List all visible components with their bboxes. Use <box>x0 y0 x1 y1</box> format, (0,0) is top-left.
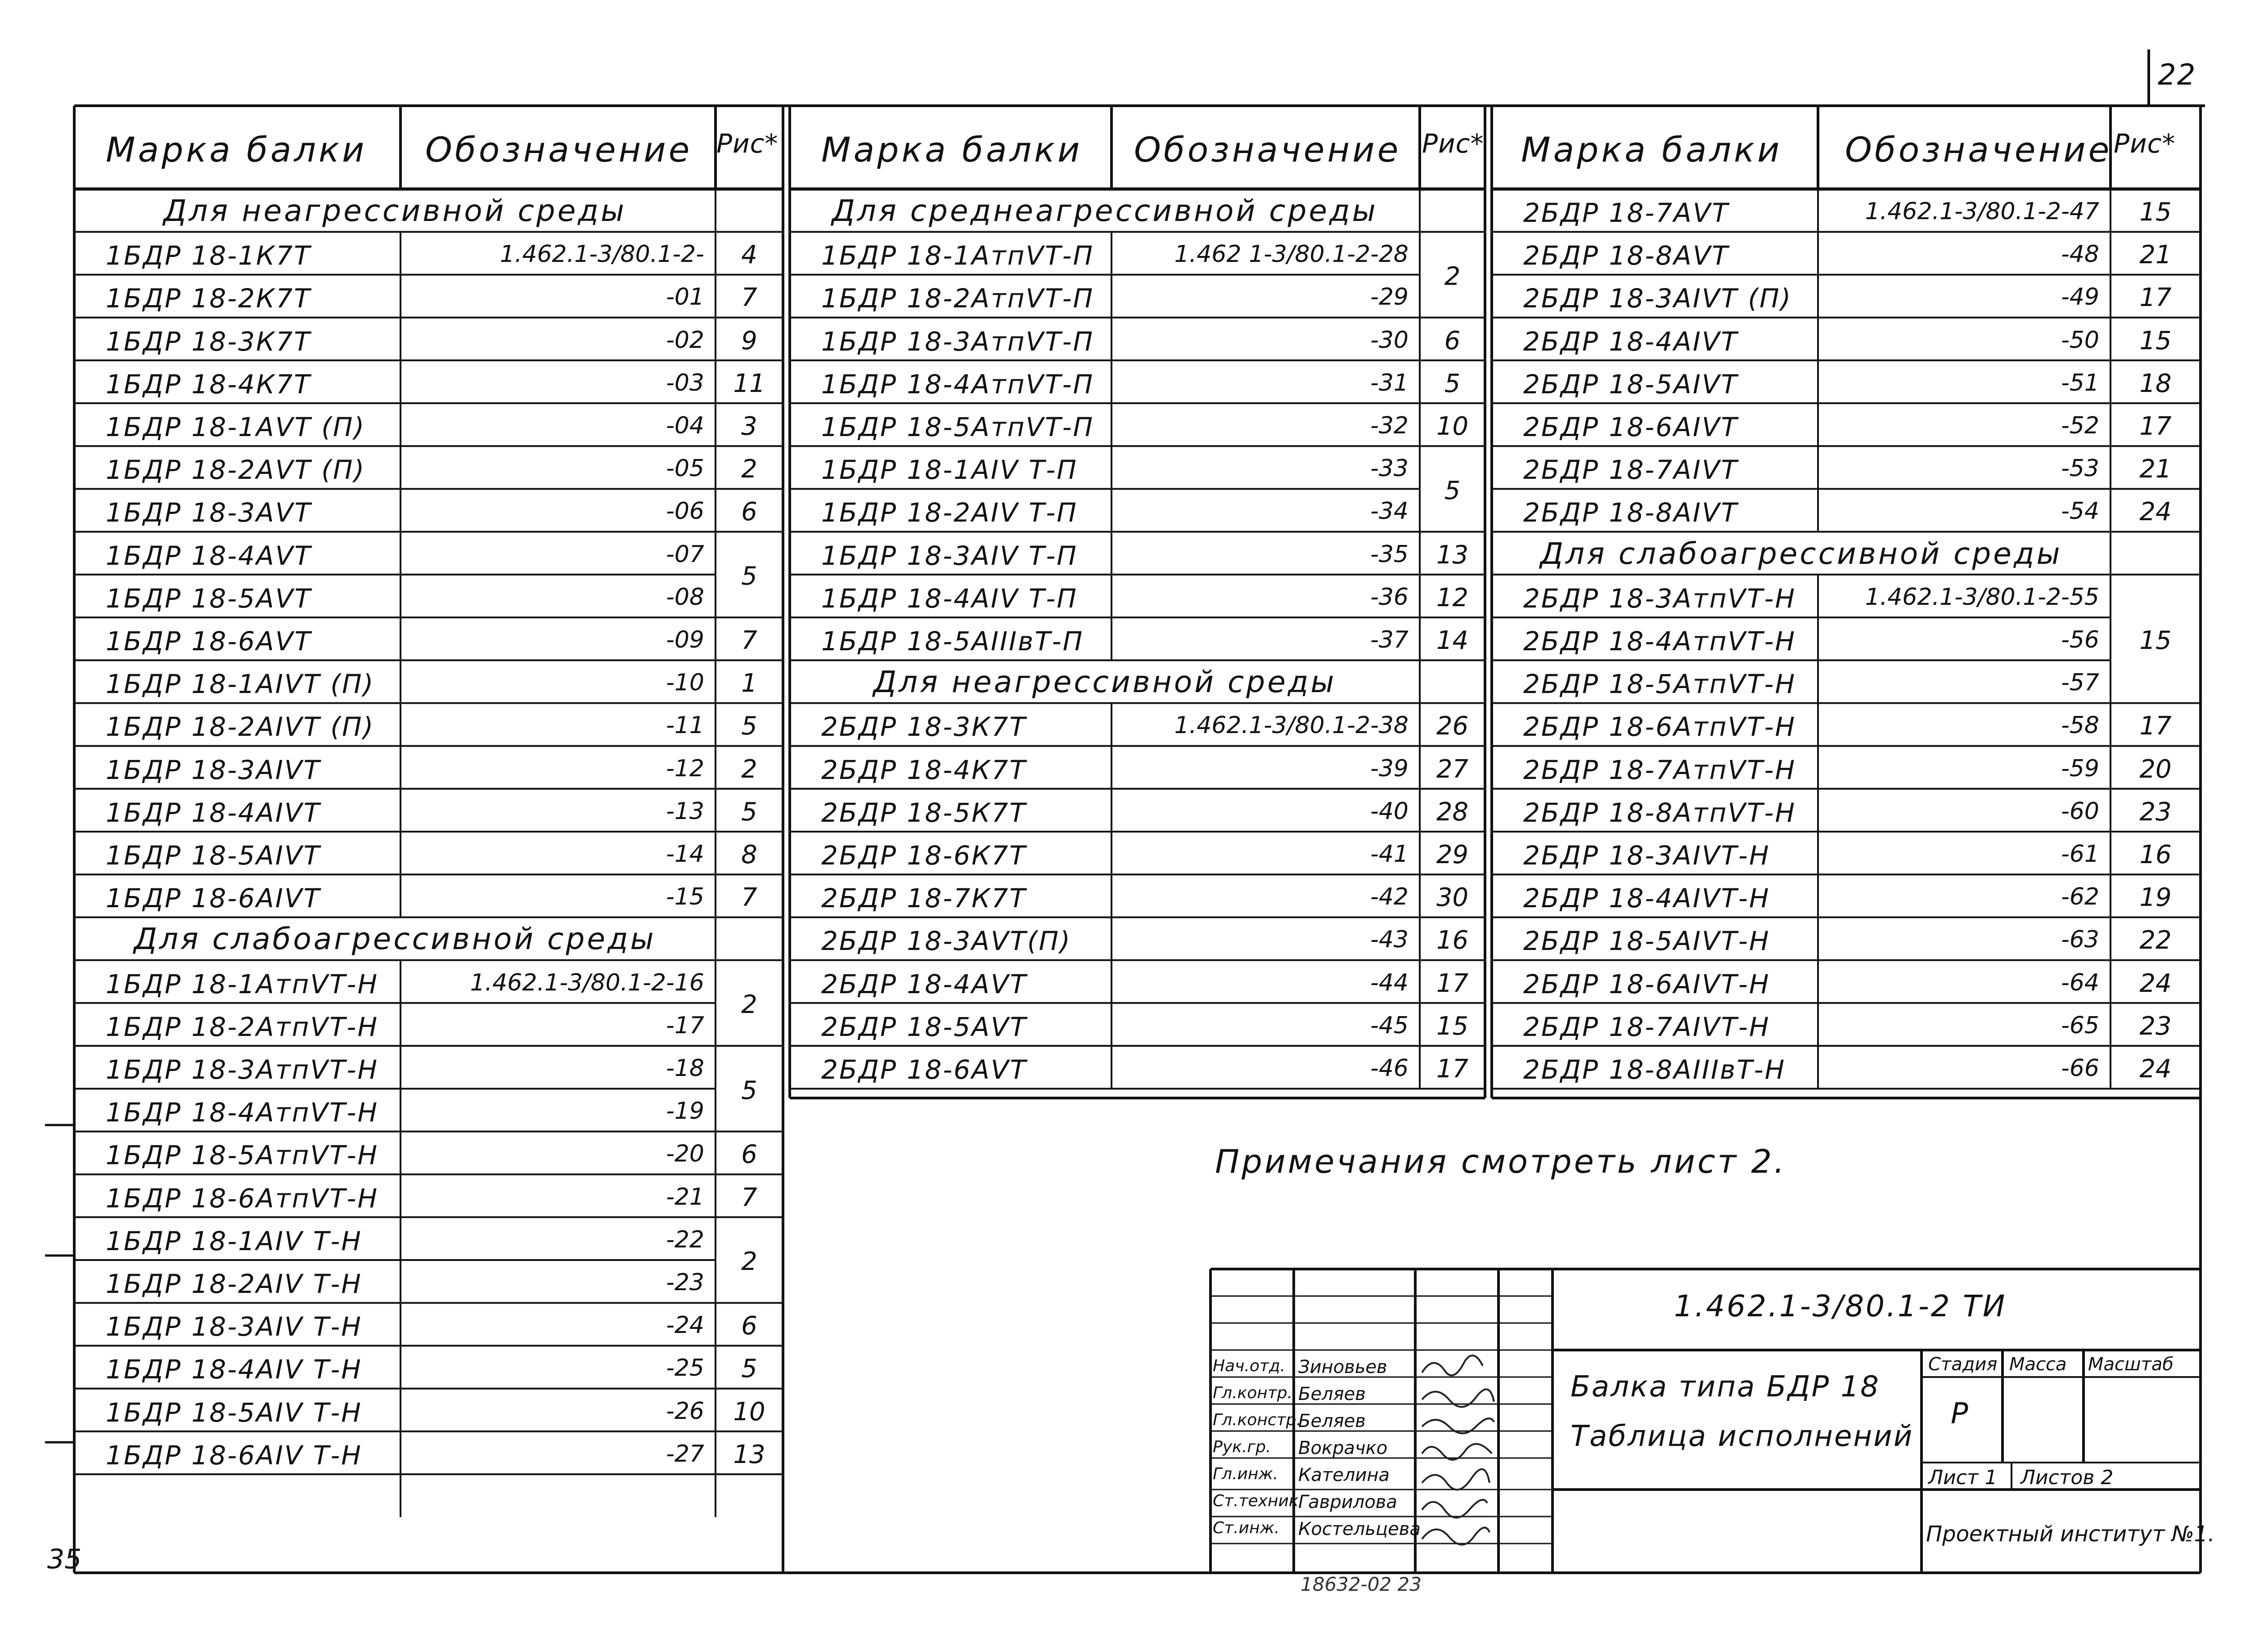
col1-mark-cell: 1БДР 18-2К7Т <box>106 283 311 314</box>
signature-name: Кателина <box>1298 1465 1390 1485</box>
col3-fig-cell: 24 <box>2139 1054 2172 1084</box>
col2-fig-cell: 14 <box>1436 626 1469 655</box>
col2-fig-cell: 6 <box>1444 326 1461 356</box>
col3-fig-cell: 24 <box>2139 968 2172 998</box>
col3-designation-cell: -63 <box>2061 926 2099 954</box>
col2-fig-cell: 2 <box>1444 261 1461 291</box>
col2-fig-cell: 29 <box>1436 840 1469 869</box>
col3-designation-cell: -62 <box>2061 883 2099 911</box>
col3-designation-cell: -52 <box>2061 412 2099 439</box>
col1-mark-cell: 1БДР 18-5АVТ <box>106 583 312 614</box>
signature-name: Костельцева <box>1298 1519 1421 1539</box>
col1-designation-cell: -27 <box>666 1440 704 1467</box>
col1-fig-cell: 5 <box>741 711 757 741</box>
col3-designation-cell: 1.462.1-3/80.1-2-47 <box>1865 198 2099 225</box>
col1-mark-cell: 1БДР 18-3АIVТ <box>106 754 321 785</box>
col1-fig-cell: 2 <box>741 455 757 484</box>
col2-designation-cell: -37 <box>1370 626 1408 653</box>
col1-mark-cell: 1БДР 18-4АIVТ <box>106 797 321 828</box>
col1-mark-cell: 1БДР 18-1К7Т <box>106 240 311 271</box>
col2-designation-cell: -32 <box>1370 412 1408 439</box>
stage-value: Р <box>1951 1397 1968 1431</box>
signature-name: Беляев <box>1298 1411 1366 1431</box>
col2-designation-cell: -44 <box>1370 969 1408 996</box>
col3-mark-cell: 2БДР 18-7АVТ <box>1523 198 1729 228</box>
col1-designation-cell: -11 <box>666 712 704 739</box>
col1-fig-cell: 13 <box>733 1440 765 1469</box>
col2-designation-cell: -34 <box>1370 498 1408 525</box>
col1-mark-cell: 1БДР 18-3АVТ <box>106 497 312 528</box>
col2-mark-cell: 1БДР 18-2АтпVТ-П <box>821 283 1094 314</box>
col2-mark-cell: 2БДР 18-6К7Т <box>821 840 1027 871</box>
col1-fig-cell: 6 <box>741 1311 757 1341</box>
signature-name: Зиновьев <box>1298 1357 1387 1377</box>
col2-designation-cell: -42 <box>1370 883 1408 911</box>
col3-fig-cell: 22 <box>2139 926 2172 955</box>
col2-mark-cell: 1БДР 18-1АтпVТ-П <box>821 240 1094 271</box>
header-fig-1: Рис* <box>716 128 778 159</box>
col2-mark-cell: 2БДР 18-5АVТ <box>821 1011 1027 1042</box>
mass-label: Масса <box>2009 1354 2067 1375</box>
col1-fig-cell: 5 <box>741 1076 757 1105</box>
margin-number: 35 <box>47 1544 82 1575</box>
title-line-2: Таблица исполнений <box>1570 1420 1914 1453</box>
col1-fig-cell: 5 <box>741 797 757 827</box>
col3-mark-cell: 2БДР 18-5АIVТ <box>1523 369 1738 400</box>
col1-fig-cell: 2 <box>741 990 757 1020</box>
col2-designation-cell: -41 <box>1370 841 1408 868</box>
col3-fig-cell: 24 <box>2139 497 2172 527</box>
col1-designation-cell: -23 <box>666 1269 704 1296</box>
col3-fig-cell: 23 <box>2139 1011 2172 1041</box>
col2-mark-cell: 1БДР 18-4АIV Т-П <box>821 583 1078 614</box>
col1-fig-cell: 1 <box>741 669 757 698</box>
col1-mark-cell: 1БДР 18-6АтпVТ-Н <box>106 1183 379 1214</box>
header-fig-2: Рис* <box>1422 128 1484 159</box>
col1-fig-cell: 7 <box>741 1183 757 1212</box>
col2-designation-cell: -35 <box>1370 540 1408 568</box>
signature-role: Нач.отд. <box>1213 1357 1286 1375</box>
col3-fig-cell: 16 <box>2139 840 2172 869</box>
col3-mark-cell: 2БДР 18-7АтпVТ-Н <box>1523 754 1796 785</box>
col1-designation-cell: -13 <box>666 797 704 825</box>
col3-fig-cell: 23 <box>2139 797 2172 827</box>
col3-mark-cell: 2БДР 18-4АIVТ-Н <box>1523 883 1770 914</box>
col3-mark-cell: 2БДР 18-6АIVТ-Н <box>1523 968 1770 999</box>
col3-mark-cell: 2БДР 18-5АIVТ-Н <box>1523 926 1770 957</box>
signature-role: Ст.техник <box>1213 1492 1299 1510</box>
col1-designation-cell: -17 <box>666 1012 704 1039</box>
signature-role: Гл.инж. <box>1213 1465 1278 1483</box>
col1-fig-cell: 6 <box>741 1140 757 1170</box>
col2-fig-cell: 28 <box>1436 797 1469 827</box>
header-designation-1: Обозначение <box>425 130 693 170</box>
col3-mark-cell: 2БДР 18-6АIVТ <box>1523 412 1738 442</box>
col3-mark-cell: 2БДР 18-7АIVТ <box>1523 455 1738 486</box>
col1-designation-cell: -02 <box>666 326 704 354</box>
col3-mark-cell: 2БДР 18-8АVТ <box>1523 240 1729 271</box>
col2-section-title: Для неагрессивной среды <box>873 665 1336 700</box>
col3-designation-cell: -48 <box>2061 241 2099 268</box>
col3-mark-cell: 2БДР 18-4АIVТ <box>1523 326 1738 357</box>
col3-designation-cell: -49 <box>2061 284 2099 311</box>
col3-designation-cell: -51 <box>2061 369 2099 396</box>
col3-designation-cell: -56 <box>2061 626 2099 653</box>
col2-designation-cell: 1.462 1-3/80.1-2-28 <box>1174 241 1408 268</box>
header-mark-1: Марка балки <box>106 130 367 170</box>
col1-mark-cell: 1БДР 18-4АVТ <box>106 540 312 571</box>
col3-designation-cell: -64 <box>2061 969 2099 996</box>
col1-fig-cell: 2 <box>741 754 757 784</box>
col3-fig-cell: 20 <box>2139 754 2172 784</box>
col1-fig-cell: 2 <box>741 1247 757 1277</box>
col3-designation-cell: 1.462.1-3/80.1-2-55 <box>1865 583 2099 611</box>
col3-mark-cell: 2БДР 18-8АIVТ <box>1523 497 1738 528</box>
col1-mark-cell: 1БДР 18-1АVТ (П) <box>106 412 366 442</box>
col3-mark-cell: 2БДР 18-3АIVТ-Н <box>1523 840 1770 871</box>
col3-designation-cell: -66 <box>2061 1055 2099 1082</box>
col1-designation-cell: -15 <box>666 883 704 911</box>
col2-fig-cell: 26 <box>1436 711 1469 741</box>
col1-mark-cell: 1БДР 18-6АVТ <box>106 626 312 657</box>
col2-mark-cell: 2БДР 18-4АVТ <box>821 968 1027 999</box>
col1-fig-cell: 5 <box>741 562 757 591</box>
title-line-1: Балка типа БДР 18 <box>1570 1370 1880 1404</box>
col1-designation-cell: -08 <box>666 583 704 611</box>
col1-mark-cell: 1БДР 18-5АIV Т-Н <box>106 1397 362 1428</box>
col3-mark-cell: 2БДР 18-8АтпVТ-Н <box>1523 797 1796 828</box>
col1-designation-cell: -06 <box>666 498 704 525</box>
col2-mark-cell: 1БДР 18-2АIV Т-П <box>821 497 1078 528</box>
col1-mark-cell: 1БДР 18-1АтпVТ-Н <box>106 968 379 999</box>
col2-designation-cell: -45 <box>1370 1012 1408 1039</box>
col3-designation-cell: -54 <box>2061 498 2099 525</box>
header-mark-2: Марка балки <box>821 130 1083 170</box>
col3-fig-cell: 17 <box>2139 283 2172 313</box>
col2-mark-cell: 1БДР 18-3АтпVТ-П <box>821 326 1094 357</box>
stage-label: Стадия <box>1928 1354 1998 1375</box>
col1-designation-cell: -20 <box>666 1140 704 1168</box>
col3-designation-cell: -65 <box>2061 1012 2099 1039</box>
col3-mark-cell: 2БДР 18-4АтпVТ-Н <box>1523 626 1796 657</box>
col2-designation-cell: -29 <box>1370 284 1408 311</box>
col2-mark-cell: 1БДР 18-5АIIIвТ-П <box>821 626 1084 657</box>
col1-fig-cell: 7 <box>741 626 757 655</box>
col3-fig-cell: 17 <box>2139 711 2172 741</box>
col2-section-title: Для среднеагрессивной среды <box>832 194 1378 228</box>
col1-section-title: Для слабоагрессивной среды <box>134 922 656 957</box>
col1-mark-cell: 1БДР 18-1АIV Т-Н <box>106 1225 362 1256</box>
col2-fig-cell: 27 <box>1436 754 1469 784</box>
col1-designation-cell: -10 <box>666 669 704 697</box>
col1-designation-cell: -19 <box>666 1098 704 1125</box>
col2-fig-cell: 17 <box>1436 968 1469 998</box>
col2-fig-cell: 30 <box>1436 883 1469 913</box>
col3-fig-cell: 18 <box>2139 369 2172 398</box>
col2-fig-cell: 5 <box>1444 476 1461 505</box>
col3-fig-cell: 15 <box>2139 198 2172 227</box>
col3-mark-cell: 2БДР 18-3АтпVТ-Н <box>1523 583 1796 614</box>
header-designation-2: Обозначение <box>1134 130 1401 170</box>
scale-label: Масштаб <box>2088 1354 2174 1375</box>
col2-mark-cell: 2БДР 18-5К7Т <box>821 797 1027 828</box>
col2-mark-cell: 2БДР 18-6АVТ <box>821 1054 1027 1085</box>
col2-designation-cell: -40 <box>1370 797 1408 825</box>
col1-designation-cell: -01 <box>666 284 704 311</box>
col1-mark-cell: 1БДР 18-5АтпVТ-Н <box>106 1140 379 1171</box>
signature-name: Беляев <box>1298 1384 1366 1404</box>
col1-designation-cell: -03 <box>666 369 704 396</box>
col1-designation-cell: -07 <box>666 540 704 568</box>
col3-fig-cell: 19 <box>2139 883 2172 913</box>
archive-number: 18632-02 23 <box>1300 1573 1422 1595</box>
col3-designation-cell: -50 <box>2061 326 2099 354</box>
col1-fig-cell: 7 <box>741 883 757 913</box>
col3-designation-cell: -60 <box>2061 797 2099 825</box>
col2-mark-cell: 2БДР 18-7К7Т <box>821 883 1027 914</box>
col3-fig-cell: 15 <box>2139 326 2172 356</box>
col1-designation-cell: 1.462.1-3/80.1-2- <box>500 241 704 268</box>
col1-designation-cell: 1.462.1-3/80.1-2-16 <box>470 969 704 996</box>
col2-designation-cell: -36 <box>1370 583 1408 611</box>
col1-mark-cell: 1БДР 18-2АтпVТ-Н <box>106 1011 379 1042</box>
sheet-label: Лист 1 <box>1928 1466 1998 1489</box>
col2-designation-cell: -46 <box>1370 1055 1408 1082</box>
col1-designation-cell: -05 <box>666 455 704 482</box>
col1-fig-cell: 7 <box>741 283 757 313</box>
col2-mark-cell: 2БДР 18-4К7Т <box>821 754 1027 785</box>
col1-mark-cell: 1БДР 18-6АIV Т-Н <box>106 1440 362 1471</box>
col1-mark-cell: 1БДР 18-4АтпVТ-Н <box>106 1097 379 1128</box>
col2-mark-cell: 2БДР 18-3К7Т <box>821 711 1027 743</box>
page-number: 22 <box>2158 59 2196 92</box>
col1-mark-cell: 1БДР 18-5АIVТ <box>106 840 321 871</box>
document-code: 1.462.1-3/80.1-2 ТИ <box>1674 1289 2007 1323</box>
signature-role: Гл.контр. <box>1213 1384 1293 1402</box>
col1-fig-cell: 4 <box>741 240 757 270</box>
col3-mark-cell: 2БДР 18-6АтпVТ-Н <box>1523 711 1796 743</box>
col1-mark-cell: 1БДР 18-1АIVТ (П) <box>106 669 375 700</box>
col2-fig-cell: 15 <box>1436 1011 1469 1041</box>
col1-designation-cell: -21 <box>666 1183 704 1211</box>
col3-mark-cell: 2БДР 18-7АIVТ-Н <box>1523 1011 1770 1042</box>
organization-name: Проектный институт №1. <box>1926 1521 2215 1547</box>
col2-fig-cell: 17 <box>1436 1054 1469 1084</box>
col1-mark-cell: 1БДР 18-6АIVТ <box>106 883 321 914</box>
col1-designation-cell: -12 <box>666 755 704 782</box>
col3-designation-cell: -58 <box>2061 712 2099 739</box>
col1-fig-cell: 6 <box>741 497 757 527</box>
col1-designation-cell: -26 <box>666 1397 704 1425</box>
col1-mark-cell: 1БДР 18-3АIV Т-Н <box>106 1311 362 1342</box>
header-fig-3: Рис* <box>2114 128 2176 159</box>
col3-designation-cell: -53 <box>2061 455 2099 482</box>
col2-fig-cell: 13 <box>1436 540 1469 570</box>
col2-designation-cell: -43 <box>1370 926 1408 954</box>
col3-fig-cell: 17 <box>2139 412 2172 441</box>
col3-designation-cell: -59 <box>2061 755 2099 782</box>
col2-mark-cell: 1БДР 18-4АтпVТ-П <box>821 369 1094 400</box>
col3-section-title: Для слабоагрессивной среды <box>1540 536 2062 571</box>
col1-fig-cell: 10 <box>733 1397 765 1427</box>
header-designation-3: Обозначение <box>1845 130 2112 170</box>
col1-mark-cell: 1БДР 18-2АVТ (П) <box>106 455 366 486</box>
col1-designation-cell: -24 <box>666 1312 704 1339</box>
col2-fig-cell: 12 <box>1436 583 1469 612</box>
col2-fig-cell: 5 <box>1444 369 1461 398</box>
signature-role: Рук.гр. <box>1213 1438 1271 1456</box>
col3-designation-cell: -61 <box>2061 841 2099 868</box>
sheets-label: Листов 2 <box>2020 1466 2114 1489</box>
col1-fig-cell: 3 <box>741 412 757 441</box>
col1-designation-cell: -04 <box>666 412 704 439</box>
signature-name: Вокрачко <box>1298 1438 1388 1458</box>
col2-mark-cell: 1БДР 18-1АIV Т-П <box>821 455 1078 486</box>
col1-section-title: Для неагрессивной среды <box>163 194 627 228</box>
col2-designation-cell: -39 <box>1370 755 1408 782</box>
col1-designation-cell: -14 <box>666 841 704 868</box>
col1-mark-cell: 1БДР 18-2АIV Т-Н <box>106 1269 362 1299</box>
col3-fig-cell: 21 <box>2139 240 2172 270</box>
col2-fig-cell: 16 <box>1436 926 1469 955</box>
col1-fig-cell: 11 <box>733 369 765 398</box>
col1-fig-cell: 5 <box>741 1354 757 1384</box>
col3-fig-cell: 21 <box>2139 455 2172 484</box>
col3-mark-cell: 2БДР 18-5АтпVТ-Н <box>1523 669 1796 700</box>
col1-fig-cell: 8 <box>741 840 757 869</box>
col2-designation-cell: -33 <box>1370 455 1408 482</box>
col1-mark-cell: 1БДР 18-3АтпVТ-Н <box>106 1054 379 1085</box>
signature-role: Ст.инж. <box>1213 1519 1280 1537</box>
col1-designation-cell: -09 <box>666 626 704 653</box>
signature-name: Гаврилова <box>1298 1492 1397 1512</box>
signature-role: Гл.констр. <box>1213 1411 1301 1429</box>
col1-designation-cell: -18 <box>666 1055 704 1082</box>
col2-mark-cell: 1БДР 18-5АтпVТ-П <box>821 412 1094 442</box>
col2-designation-cell: -30 <box>1370 326 1408 354</box>
col1-mark-cell: 1БДР 18-2АIVТ (П) <box>106 711 375 743</box>
col1-mark-cell: 1БДР 18-3К7Т <box>106 326 311 357</box>
col2-mark-cell: 1БДР 18-3АIV Т-П <box>821 540 1078 571</box>
col1-designation-cell: -25 <box>666 1355 704 1382</box>
col3-designation-cell: -57 <box>2061 669 2099 697</box>
col1-mark-cell: 1БДР 18-4К7Т <box>106 369 311 400</box>
col2-mark-cell: 2БДР 18-3АVТ(П) <box>821 926 1071 957</box>
col3-mark-cell: 2БДР 18-8АIIIвТ-Н <box>1523 1054 1786 1085</box>
col1-designation-cell: -22 <box>666 1226 704 1253</box>
col1-mark-cell: 1БДР 18-4АIV Т-Н <box>106 1354 362 1385</box>
col2-fig-cell: 10 <box>1436 412 1469 441</box>
header-mark-3: Марка балки <box>1521 130 1782 170</box>
col1-fig-cell: 9 <box>741 326 757 356</box>
note-text: Примечания смотреть лист 2. <box>1215 1143 1787 1180</box>
col3-mark-cell: 2БДР 18-3АIVТ (П) <box>1523 283 1792 314</box>
col3-fig-cell: 15 <box>2139 626 2172 655</box>
col2-designation-cell: 1.462.1-3/80.1-2-38 <box>1174 712 1408 739</box>
col2-designation-cell: -31 <box>1370 369 1408 396</box>
